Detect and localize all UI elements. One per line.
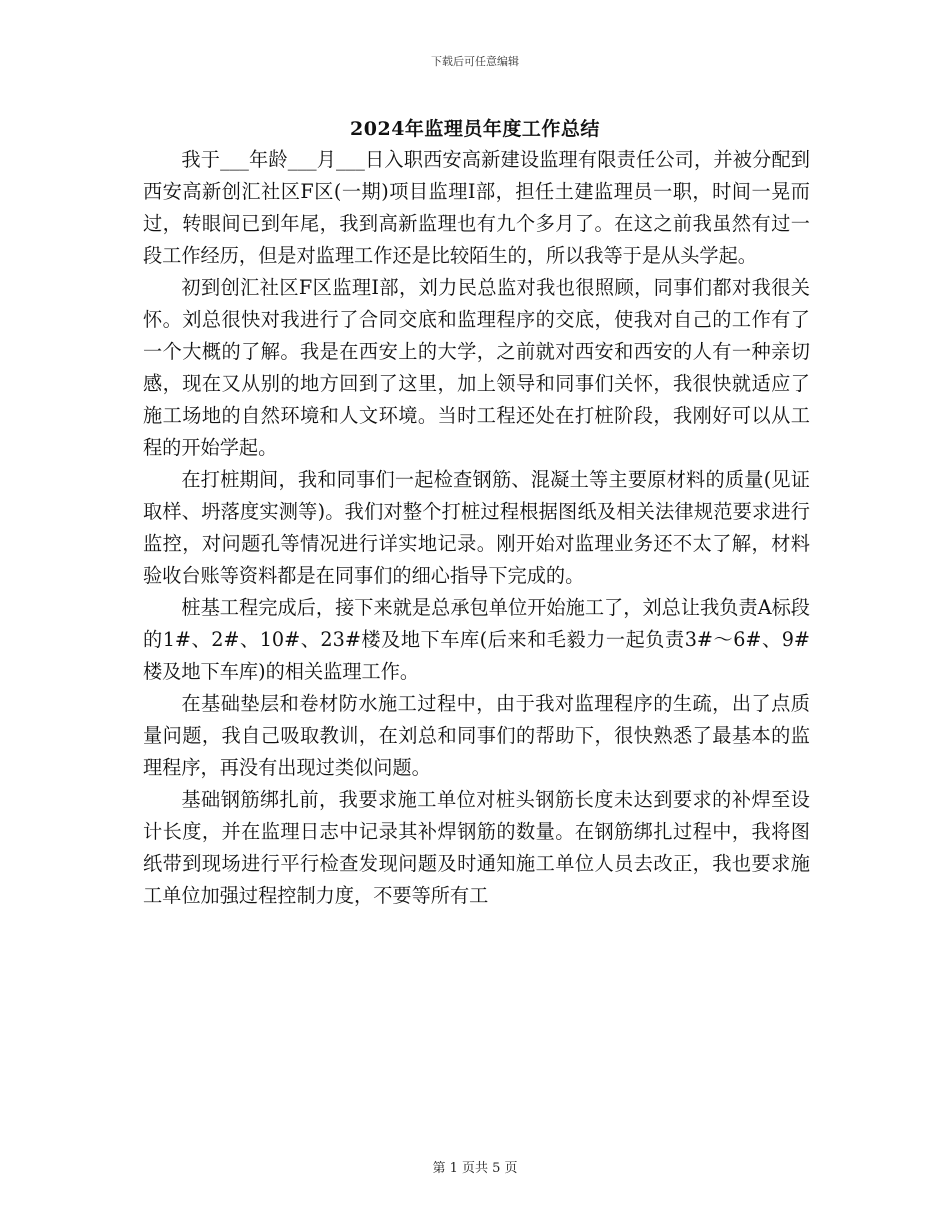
- paragraph: 在基础垫层和卷材防水施工过程中，由于我对监理程序的生疏，出了点质量问题，我自己吸取教训，在刘总和同事们的帮助下，很快熟悉了最基本的监理程序，再没有出现过类似问题。: [143, 692, 810, 779]
- paragraph: 在打桩期间，我和同事们一起检查钢筋、混凝土等主要原材料的质量(见证取样、坍落度实测等)。我们对整个打桩过程根据图纸及相关法律规范要求进行监控，对问题孔等情况进行详实地记录。刚开始对监理业务还不太了解，材料验收台账等资料都是在同事们的细心指导下完成的。: [143, 468, 810, 587]
- paragraph: 初到创汇社区F区监理I部，刘力民总监对我也很照顾，同事们都对我很关怀。刘总很快对我进行了合同交底和监理程序的交底，使我对自己的工作有了一个大概的了解。我是在西安上的大学，之前就对西安和西安的人有一种亲切感，现在又从别的地方回到了这里，加上领导和同事们关怀，我很快就适应了施工场地的自然环境和人文环境。当时工程还处在打桩阶段，我刚好可以从工程的开始学起。: [143, 276, 810, 459]
- page-header-note: 下载后可任意编辑: [431, 55, 519, 68]
- paragraph: 桩基工程完成后，接下来就是总承包单位开始施工了，刘总让我负责A标段的1#、2#、10#、23#楼及地下车库(后来和毛毅力一起负责3#～6#、9#楼及地下车库)的相关监理工作。: [143, 596, 810, 683]
- paragraph: 基础钢筋绑扎前，我要求施工单位对桩头钢筋长度未达到要求的补焊至设计长度，并在监理日志中记录其补焊钢筋的数量。在钢筋绑扎过程中，我将图纸带到现场进行平行检查发现问题及时通知施工单位人员去改正，我也要求施工单位加强过程控制力度，不要等所有工: [143, 788, 810, 907]
- page-footer-number: 第 1 页共 5 页: [432, 1161, 518, 1176]
- document-body: [143, 144, 810, 912]
- document-title: 2024年监理员年度工作总结: [350, 118, 600, 140]
- paragraph: 我于___年龄___月___日入职西安高新建设监理有限责任公司，并被分配到西安高新创汇社区F区(一期)项目监理I部，担任土建监理员一职，时间一晃而过，转眼间已到年尾，我到高新监理也有九个多月了。在这之前我虽然有过一段工作经历，但是对监理工作还是比较陌生的，所以我等于是从头学起。: [143, 148, 810, 267]
